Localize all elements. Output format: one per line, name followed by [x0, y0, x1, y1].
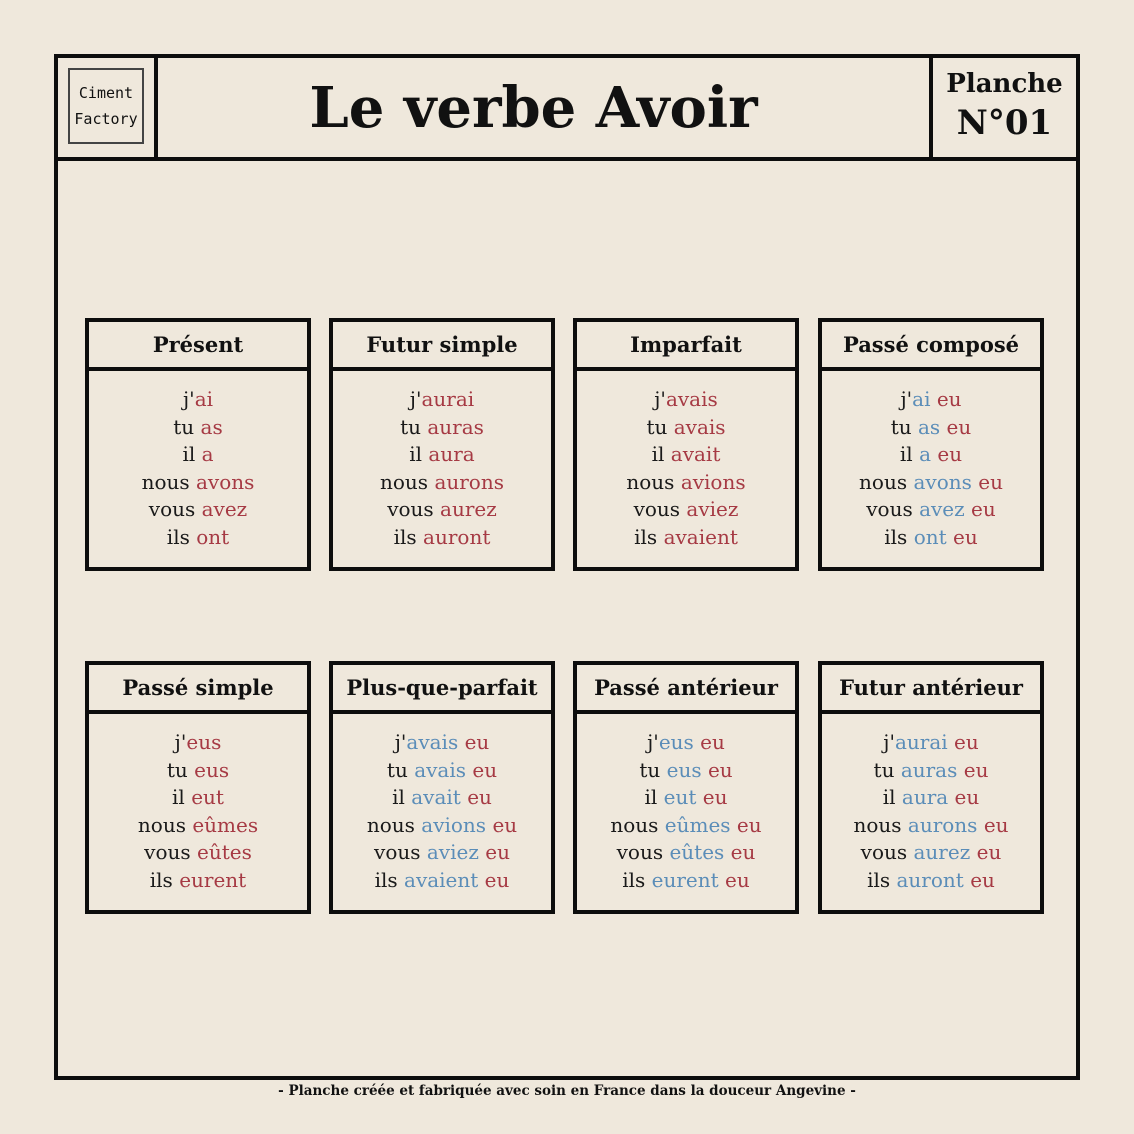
conjugation-row: [822, 414, 1040, 442]
tense-title: Imparfait: [577, 322, 795, 371]
tense-box: [818, 318, 1044, 571]
verb-form: avais: [673, 414, 726, 439]
pronoun: il: [409, 442, 429, 467]
auxiliary-verb: aura: [901, 785, 949, 810]
logo: [68, 68, 144, 144]
auxiliary-verb: aurons: [907, 812, 978, 837]
verb-form: eu: [946, 414, 972, 439]
verb-form: auront: [423, 524, 491, 549]
conjugation-list: [333, 371, 551, 552]
verb-form: eu: [983, 812, 1009, 837]
verb-form: avais: [665, 387, 718, 411]
verb-form: avait: [670, 442, 721, 467]
verb-form: eu: [464, 730, 490, 754]
conjugation-row: [89, 441, 307, 469]
verb-form: eu: [976, 840, 1002, 865]
conjugation-row: [577, 469, 795, 497]
conjugation-row: [89, 757, 307, 785]
pronoun: vous: [633, 497, 687, 522]
pronoun: ils: [374, 867, 405, 892]
pronoun: il: [651, 442, 671, 467]
tense-box: [85, 661, 311, 914]
pronoun: j': [409, 387, 422, 411]
logo-line-1: Ciment: [78, 84, 134, 102]
verb-form: eu: [492, 812, 518, 837]
conjugation-row: [577, 839, 795, 867]
tense-title: Présent: [89, 322, 307, 371]
verb-form: as: [200, 414, 223, 439]
pronoun: ils: [884, 524, 914, 549]
conjugation-row: [89, 524, 307, 552]
conjugation-row: [89, 386, 307, 414]
conjugation-row: [333, 469, 551, 497]
conjugation-list: [822, 714, 1040, 895]
verb-form: eu: [978, 469, 1003, 494]
pronoun: il: [644, 785, 664, 810]
auxiliary-verb: eut: [663, 785, 697, 810]
verb-form: avez: [201, 497, 248, 522]
verb-form: aviez: [686, 497, 739, 522]
auxiliary-verb: as: [918, 414, 941, 439]
conjugation-row: [822, 729, 1040, 757]
verb-form: eu: [963, 757, 989, 782]
auxiliary-verb: avez: [919, 497, 965, 522]
verb-form: eu: [971, 497, 996, 522]
verb-form: aurons: [434, 469, 504, 494]
conjugation-row: [333, 414, 551, 442]
conjugation-row: [577, 867, 795, 895]
verb-form: eu: [467, 785, 492, 810]
verb-form: a: [201, 442, 214, 467]
pronoun: nous: [380, 469, 435, 494]
auxiliary-verb: auras: [900, 757, 958, 782]
verb-form: eu: [472, 757, 498, 782]
conjugation-row: [577, 441, 795, 469]
pronoun: nous: [859, 469, 914, 494]
tense-box: [329, 661, 555, 914]
verb-form: eûmes: [192, 812, 259, 837]
pronoun: tu: [639, 757, 667, 782]
auxiliary-verb: eûtes: [669, 840, 725, 865]
conjugation-list: [333, 714, 551, 895]
pronoun: il: [392, 785, 412, 810]
pronoun: tu: [173, 414, 201, 439]
conjugation-row: [822, 496, 1040, 524]
conjugation-row: [89, 867, 307, 895]
conjugation-row: [333, 524, 551, 552]
conjugation-row: [333, 496, 551, 524]
conjugation-row: [577, 757, 795, 785]
conjugation-row: [577, 414, 795, 442]
auxiliary-verb: eurent: [651, 867, 719, 892]
auxiliary-verb: avais: [414, 757, 466, 782]
pronoun: nous: [366, 812, 422, 837]
pronoun: ils: [393, 524, 424, 549]
plate-number: N°01: [956, 102, 1053, 143]
footer-note: - Planche créée et fabriquée avec soin en France dans la douceur Angevine -: [278, 1083, 856, 1099]
pronoun: vous: [860, 840, 914, 865]
tense-title: Passé simple: [89, 665, 307, 714]
tense-box: [573, 661, 799, 914]
pronoun: j': [394, 730, 407, 754]
auxiliary-verb: avais: [406, 730, 459, 754]
pronoun: ils: [622, 867, 652, 892]
conjugation-row: [577, 496, 795, 524]
conjugation-row: [89, 729, 307, 757]
pronoun: vous: [616, 840, 670, 865]
pronoun: ils: [634, 524, 664, 549]
pronoun: j': [883, 730, 895, 754]
pronoun: j': [654, 387, 666, 411]
pronoun: nous: [137, 812, 193, 837]
auxiliary-verb: aviez: [426, 840, 479, 865]
tense-title: Passé antérieur: [577, 665, 795, 714]
conjugation-row: [89, 469, 307, 497]
conjugation-row: [333, 386, 551, 414]
verb-form: eu: [702, 785, 728, 810]
auxiliary-verb: ai: [912, 387, 931, 411]
verb-form: aurez: [440, 497, 497, 522]
tense-box: [818, 661, 1044, 914]
pronoun: ils: [149, 867, 180, 892]
conjugation-row: [89, 784, 307, 812]
conjugation-row: [822, 812, 1040, 840]
conjugation-row: [577, 812, 795, 840]
conjugation-row: [822, 757, 1040, 785]
verb-form: eu: [736, 812, 762, 837]
auxiliary-verb: avons: [913, 469, 972, 494]
verb-form: eu: [970, 867, 995, 892]
conjugation-row: [89, 839, 307, 867]
verb-form: avaient: [663, 524, 738, 549]
conjugation-row: [333, 441, 551, 469]
auxiliary-verb: avait: [411, 785, 461, 810]
auxiliary-verb: aurai: [894, 730, 948, 754]
conjugation-row: [577, 729, 795, 757]
auxiliary-verb: eus: [658, 730, 694, 754]
conjugation-row: [333, 812, 551, 840]
verb-form: eu: [954, 785, 980, 810]
conjugation-row: [822, 867, 1040, 895]
pronoun: tu: [386, 757, 415, 782]
pronoun: tu: [646, 414, 674, 439]
pronoun: nous: [141, 469, 196, 494]
pronoun: vous: [866, 497, 920, 522]
pronoun: vous: [148, 497, 202, 522]
conjugation-list: [577, 714, 795, 895]
verb-form: eu: [953, 524, 978, 549]
conjugation-row: [89, 496, 307, 524]
verb-form: avions: [680, 469, 746, 494]
conjugation-row: [577, 524, 795, 552]
page-title: Le verbe Avoir: [309, 74, 758, 141]
logo-cell: [58, 58, 158, 157]
verb-form: eu: [700, 730, 725, 754]
header: [58, 58, 1076, 161]
logo-line-2: Factory: [74, 110, 138, 128]
auxiliary-verb: a: [919, 442, 931, 467]
conjugation-row: [333, 729, 551, 757]
pronoun: tu: [890, 414, 918, 439]
pronoun: ils: [166, 524, 197, 549]
verb-form: avons: [196, 469, 255, 494]
conjugation-row: [822, 524, 1040, 552]
conjugation-row: [333, 867, 551, 895]
pronoun: j': [647, 730, 659, 754]
tense-box: [329, 318, 555, 571]
conjugation-list: [577, 371, 795, 552]
auxiliary-verb: aurez: [913, 840, 971, 865]
verb-form: eus: [194, 757, 230, 782]
verb-form: eu: [936, 387, 962, 411]
tense-title: Passé composé: [822, 322, 1040, 371]
conjugation-row: [577, 784, 795, 812]
verb-form: eu: [954, 730, 979, 754]
pronoun: tu: [400, 414, 428, 439]
auxiliary-verb: auront: [896, 867, 964, 892]
verb-form: aurai: [421, 387, 475, 411]
pronoun: ils: [867, 867, 897, 892]
conjugation-row: [822, 386, 1040, 414]
conjugation-row: [89, 414, 307, 442]
tense-title: Futur simple: [333, 322, 551, 371]
conjugation-row: [822, 839, 1040, 867]
pronoun: tu: [166, 757, 195, 782]
pronoun: vous: [387, 497, 441, 522]
pronoun: il: [882, 785, 902, 810]
tense-title: Futur antérieur: [822, 665, 1040, 714]
auxiliary-verb: avaient: [404, 867, 479, 892]
pronoun: j': [174, 730, 187, 754]
verb-form: ont: [196, 524, 230, 549]
verb-form: auras: [427, 414, 484, 439]
pronoun: nous: [853, 812, 908, 837]
verb-form: eus: [186, 730, 222, 754]
pronoun: il: [172, 785, 192, 810]
pronoun: j': [182, 387, 195, 411]
verb-form: ai: [194, 387, 214, 411]
conjugation-row: [822, 784, 1040, 812]
pronoun: tu: [873, 757, 901, 782]
tense-title: Plus-que-parfait: [333, 665, 551, 714]
pronoun: j': [900, 387, 913, 411]
tense-box: [573, 318, 799, 571]
auxiliary-verb: eus: [666, 757, 702, 782]
verb-form: eu: [485, 840, 510, 865]
conjugation-list: [822, 371, 1040, 552]
verb-form: eûtes: [196, 840, 252, 865]
plate-number-cell: [929, 58, 1076, 157]
pronoun: nous: [610, 812, 665, 837]
verb-form: eu: [725, 867, 750, 892]
pronoun: il: [182, 442, 202, 467]
verb-form: eurent: [179, 867, 247, 892]
conjugation-row: [89, 812, 307, 840]
verb-form: aura: [428, 442, 475, 467]
conjugation-list: [89, 371, 307, 552]
pronoun: vous: [144, 840, 197, 865]
pronoun: vous: [374, 840, 427, 865]
auxiliary-verb: ont: [913, 524, 947, 549]
conjugation-row: [822, 469, 1040, 497]
verb-form: eu: [937, 442, 963, 467]
plate-label: Planche: [946, 68, 1063, 99]
conjugation-row: [333, 839, 551, 867]
verb-form: eu: [484, 867, 510, 892]
pronoun: il: [899, 442, 920, 467]
verb-form: eu: [730, 840, 756, 865]
conjugation-list: [89, 714, 307, 895]
auxiliary-verb: eûmes: [664, 812, 731, 837]
conjugation-row: [577, 386, 795, 414]
verb-form: eut: [191, 785, 224, 810]
verb-form: eu: [707, 757, 733, 782]
tense-box: [85, 318, 311, 571]
conjugation-row: [333, 757, 551, 785]
conjugation-row: [333, 784, 551, 812]
conjugation-row: [822, 441, 1040, 469]
pronoun: nous: [626, 469, 681, 494]
auxiliary-verb: avions: [421, 812, 487, 837]
